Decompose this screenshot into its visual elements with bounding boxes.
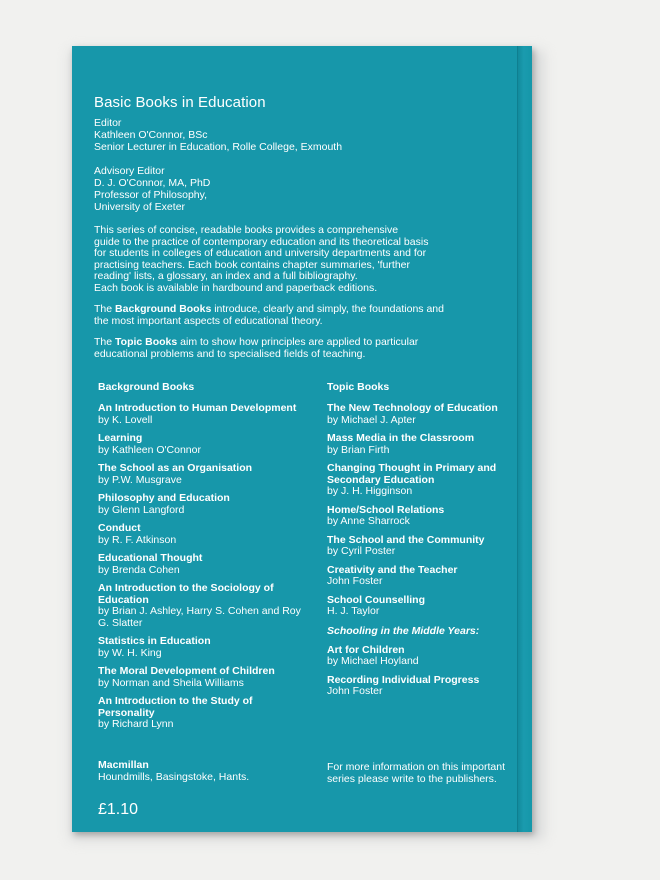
editor-name: Kathleen O'Connor, BSc <box>94 129 208 141</box>
book-author: by Glenn Langford <box>98 503 185 516</box>
book-title: An Introduction to the Sociology of Education <box>98 582 274 606</box>
book-author: by J. H. Higginson <box>327 485 413 497</box>
book-entry <box>327 505 532 528</box>
description-line: guide to the practice of contemporary education and its theoretical basis <box>94 235 429 248</box>
cover-header <box>94 94 514 370</box>
book-author: by Anne Sharrock <box>327 515 410 527</box>
book-author: by Michael J. Apter <box>327 413 416 426</box>
book-entry <box>98 403 308 426</box>
advisory-editor-label: Advisory Editor <box>94 165 165 177</box>
book-author: by Norman and Sheila Williams <box>98 676 244 689</box>
book-entry <box>98 636 308 659</box>
para-text: aim to show how principles are applied to particular <box>177 336 419 348</box>
book-entry <box>327 535 532 558</box>
book-title: Philosophy and Education <box>98 492 230 504</box>
book-title: An Introduction to Human Development <box>98 402 297 414</box>
book-title: Creativity and the Teacher <box>327 563 458 576</box>
book-back-cover <box>72 46 532 832</box>
book-title: School Counselling <box>327 593 426 606</box>
topic-books-heading: Topic Books <box>327 381 390 393</box>
publisher-name: Macmillan <box>98 759 149 771</box>
book-entry <box>98 463 308 486</box>
middle-years-list <box>327 645 532 698</box>
book-title: Mass Media in the Classroom <box>327 432 475 444</box>
para-text: The <box>94 336 116 348</box>
book-author: John Foster <box>327 685 383 697</box>
series-title: Basic Books in Education <box>94 94 266 111</box>
book-author: by Brian J. Ashley, Harry S. Cohen and Roy G. Slatter <box>98 605 301 629</box>
more-info-note <box>327 761 527 785</box>
book-title: Educational Thought <box>98 552 203 564</box>
book-title: Home/School Relations <box>327 503 445 516</box>
book-author: by Brenda Cohen <box>98 563 180 576</box>
para-text: the most important aspects of educational theory. <box>94 314 323 327</box>
book-entry <box>327 595 532 618</box>
editor-block <box>94 117 514 153</box>
book-entry <box>98 433 308 456</box>
para-bold: Background Books <box>115 303 212 315</box>
book-entry <box>98 553 308 576</box>
book-title: The Moral Development of Children <box>98 665 275 677</box>
book-title: Statistics in Education <box>98 635 211 647</box>
book-author: by W. H. King <box>98 646 162 659</box>
background-books-list <box>98 403 308 731</box>
advisory-editor-university: University of Exeter <box>94 201 186 213</box>
book-author: by Kathleen O'Connor <box>98 443 201 456</box>
book-entry <box>327 463 532 498</box>
book-title: Learning <box>98 432 143 444</box>
book-title: The School and the Community <box>327 533 485 546</box>
book-entry <box>98 583 308 629</box>
publisher-address: Houndmills, Basingstoke, Hants. <box>98 771 250 783</box>
book-author: by K. Lovell <box>98 413 153 426</box>
book-author: by Richard Lynn <box>98 718 174 730</box>
book-author: by Brian Firth <box>327 443 390 456</box>
book-entry <box>327 645 532 668</box>
book-entry <box>327 403 532 426</box>
book-title: Recording Individual Progress <box>327 673 480 686</box>
book-title: The New Technology of Education <box>327 402 498 414</box>
topic-books-list <box>327 403 532 618</box>
description-line: Each book is available in hardbound and paperback editions. <box>94 281 378 294</box>
book-author: by Cyril Poster <box>327 545 396 557</box>
para-bold: Topic Books <box>115 336 178 348</box>
description-line: This series of concise, readable books provides a comprehensive <box>94 224 399 236</box>
book-title: Changing Thought in Primary and Secondary Education <box>327 462 497 486</box>
description-line: for students in colleges of education and university departments and for <box>94 247 427 259</box>
series-description <box>94 225 504 294</box>
book-title: The School as an Organisation <box>98 462 253 474</box>
book-entry <box>98 523 308 546</box>
advisory-editor-name: D. J. O'Connor, MA, PhD <box>94 177 211 189</box>
publisher-block <box>98 759 249 783</box>
background-books-paragraph <box>94 304 504 327</box>
topic-books-paragraph <box>94 337 504 360</box>
para-text: introduce, clearly and simply, the foundations and <box>211 303 444 315</box>
more-info-line: series please write to the publishers. <box>327 773 497 785</box>
more-info-line: For more information on this important <box>327 761 505 773</box>
description-line: reading' lists, a glossary, an index and a full bibliography. <box>94 270 358 282</box>
background-books-heading: Background Books <box>98 381 195 393</box>
book-entry <box>98 493 308 516</box>
advisory-editor-role: Professor of Philosophy, <box>94 189 208 201</box>
book-author: by R. F. Atkinson <box>98 533 177 546</box>
book-entry <box>98 666 308 689</box>
para-text: educational problems and to specialised fields of teaching. <box>94 347 366 360</box>
background-books-column <box>98 381 308 738</box>
book-title: Conduct <box>98 522 141 534</box>
book-entry <box>327 433 532 456</box>
book-author: John Foster <box>327 575 383 587</box>
book-author: by Michael Hoyland <box>327 655 419 667</box>
book-author: by P.W. Musgrave <box>98 473 182 486</box>
book-entry <box>98 696 308 731</box>
para-text: The <box>94 303 116 315</box>
editor-label: Editor <box>94 117 122 129</box>
book-entry <box>327 565 532 588</box>
book-entry <box>327 675 532 698</box>
description-line: practising teachers. Each book contains chapter summaries, 'further <box>94 258 410 271</box>
book-title: Art for Children <box>327 643 405 656</box>
book-author: H. J. Taylor <box>327 605 380 617</box>
topic-books-column <box>327 381 532 705</box>
editor-role: Senior Lecturer in Education, Rolle College, Exmouth <box>94 141 343 153</box>
advisory-editor-block <box>94 165 514 213</box>
book-title: An Introduction to the Study of Personality <box>98 695 253 719</box>
middle-years-subheading: Schooling in the Middle Years: <box>327 624 480 637</box>
price-label: £1.10 <box>98 801 139 818</box>
